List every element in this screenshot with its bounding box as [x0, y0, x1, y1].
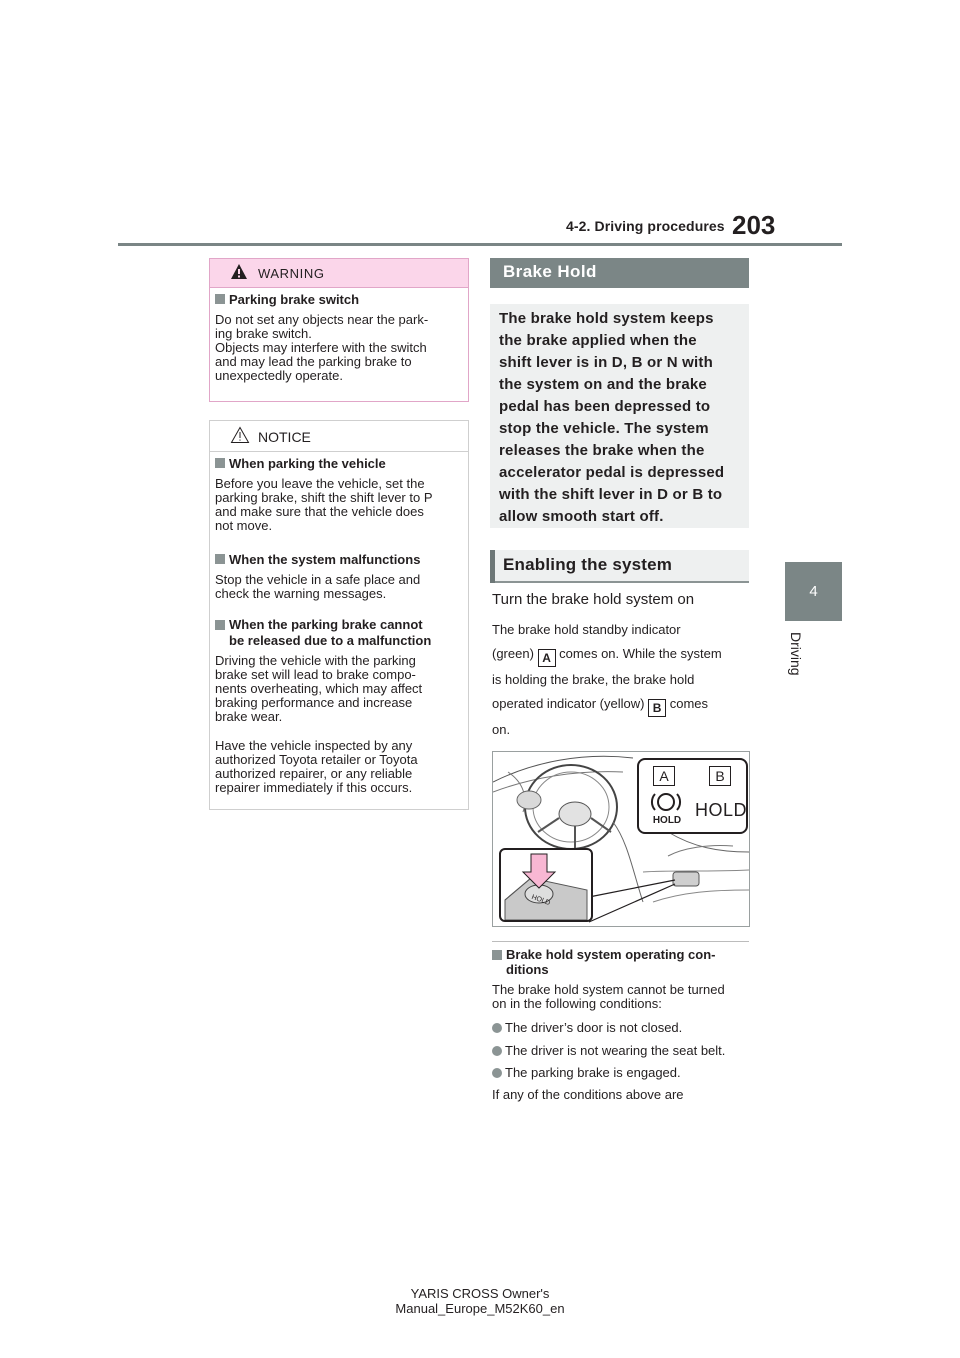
chapter-label: [784, 632, 804, 692]
square-bullet-icon: [215, 458, 225, 468]
notice-item-text: Driving the vehicle with the parking brake set will lead to brake compo- nents overheating, which may affect braking performance and increase brake wear.: [215, 653, 423, 724]
round-bullet-icon: [492, 1046, 502, 1056]
round-bullet-icon: [492, 1023, 502, 1033]
condition-item-text: The driver’s door is not closed.: [505, 1020, 683, 1035]
warning-item-heading-text: Parking brake switch: [229, 292, 360, 307]
conditions-trailing: If any of the conditions above are: [492, 1087, 684, 1102]
notice-box: [209, 420, 469, 810]
hold-lamp-text: HOLD: [695, 800, 748, 820]
notice-item-text-2: Have the vehicle inspected by any authorized Toyota retailer or Toyota authorized repairer, or any reliable repairer immediately if this occurs.: [215, 738, 418, 795]
desc-line: on.: [492, 722, 511, 737]
footer-manual-id: YARIS CROSS Owner's Manual_Europe_M52K60_en: [395, 1286, 565, 1316]
page-number: 203: [732, 210, 776, 240]
conditions-heading-text: Brake hold system operating con- ditions: [506, 947, 716, 977]
hold-switch-inset: [499, 848, 593, 922]
condition-item: [492, 1021, 682, 1035]
running-header-section: 4-2. Driving procedures: [566, 218, 725, 234]
desc-line: The brake hold standby indicator: [492, 622, 681, 637]
warning-triangle-icon: [230, 263, 248, 280]
chapter-tab: 4: [785, 562, 842, 621]
brake-hold-standby-icon: [649, 790, 683, 814]
desc-text: comes: [669, 696, 709, 711]
header-rule: [118, 243, 842, 246]
subsection-accent: [490, 550, 495, 583]
condition-item-text: The driver is not wearing the seat belt.: [505, 1043, 726, 1058]
subsection-title-bar: [490, 550, 749, 583]
label-b: B: [709, 766, 731, 786]
conditions-intro: The brake hold system cannot be turned on in the following conditions:: [492, 982, 725, 1011]
warning-item-heading: [215, 292, 359, 307]
desc-text: (green): [492, 646, 534, 661]
warning-header: [210, 259, 468, 288]
condition-item: [492, 1044, 725, 1058]
warning-box: [209, 258, 469, 402]
notice-item-heading-text: When the system malfunctions: [229, 552, 421, 567]
section-divider: [492, 941, 749, 942]
square-bullet-icon: [215, 294, 225, 304]
condition-item-text: The parking brake is engaged.: [505, 1065, 681, 1080]
square-bullet-icon: [492, 950, 502, 960]
callout-b-tag: B: [648, 699, 666, 717]
dashboard-illustration: [492, 751, 750, 927]
caution-triangle-icon: [230, 426, 250, 444]
subsection-title: Enabling the system: [503, 555, 673, 574]
desc-text: comes on. While the system: [559, 646, 722, 661]
notice-item-heading: [215, 552, 420, 567]
notice-item-heading: [215, 456, 386, 471]
conditions-heading: [492, 947, 750, 977]
notice-item-heading-text: When parking the vehicle: [229, 456, 386, 471]
intro-text: The brake hold system keeps the brake applied when the shift lever is in D, B or N with the system on and the brake pedal has been depressed to stop the vehicle. The system releases the brake when the accelerator pedal is depressed with the shift lever in D or B to allow smooth start off.: [499, 310, 725, 525]
desc-text: operated indicator (yellow): [492, 696, 645, 711]
chapter-label-text: Driving: [788, 632, 804, 676]
desc-line: [492, 646, 752, 667]
notice-title: NOTICE: [258, 429, 311, 445]
round-bullet-icon: [492, 1068, 502, 1078]
notice-item-heading: [215, 617, 465, 649]
callout-a-tag: A: [538, 649, 556, 667]
square-bullet-icon: [215, 554, 225, 564]
desc-line: [492, 696, 752, 717]
hold-button-text: HOLD: [530, 893, 552, 908]
notice-item-heading-text: When the parking brake cannot be released due to a malfunction: [229, 617, 432, 648]
warning-title: WARNING: [258, 266, 325, 281]
notice-item-text: Before you leave the vehicle, set the parking brake, shift the shift lever to P and make sure that the vehicle does not move.: [215, 476, 433, 533]
step-text: Turn the brake hold system on: [492, 591, 695, 608]
section-title-brake-hold: Brake Hold: [490, 258, 749, 288]
hold-switch-drawing: [501, 850, 591, 920]
warning-item-text: Do not set any objects near the park- ing brake switch. Objects may interfere with the switch and may lead the parking brake to unexpectedly operate.: [215, 312, 429, 383]
desc-line: is holding the brake, the brake hold: [492, 672, 695, 687]
square-bullet-icon: [215, 620, 225, 630]
notice-header: [210, 421, 468, 452]
label-a: A: [653, 766, 675, 786]
icon-hold-text: HOLD: [652, 815, 682, 826]
indicator-callout: [637, 758, 748, 834]
condition-item: [492, 1066, 681, 1080]
notice-item-text: Stop the vehicle in a safe place and check the warning messages.: [215, 572, 421, 601]
